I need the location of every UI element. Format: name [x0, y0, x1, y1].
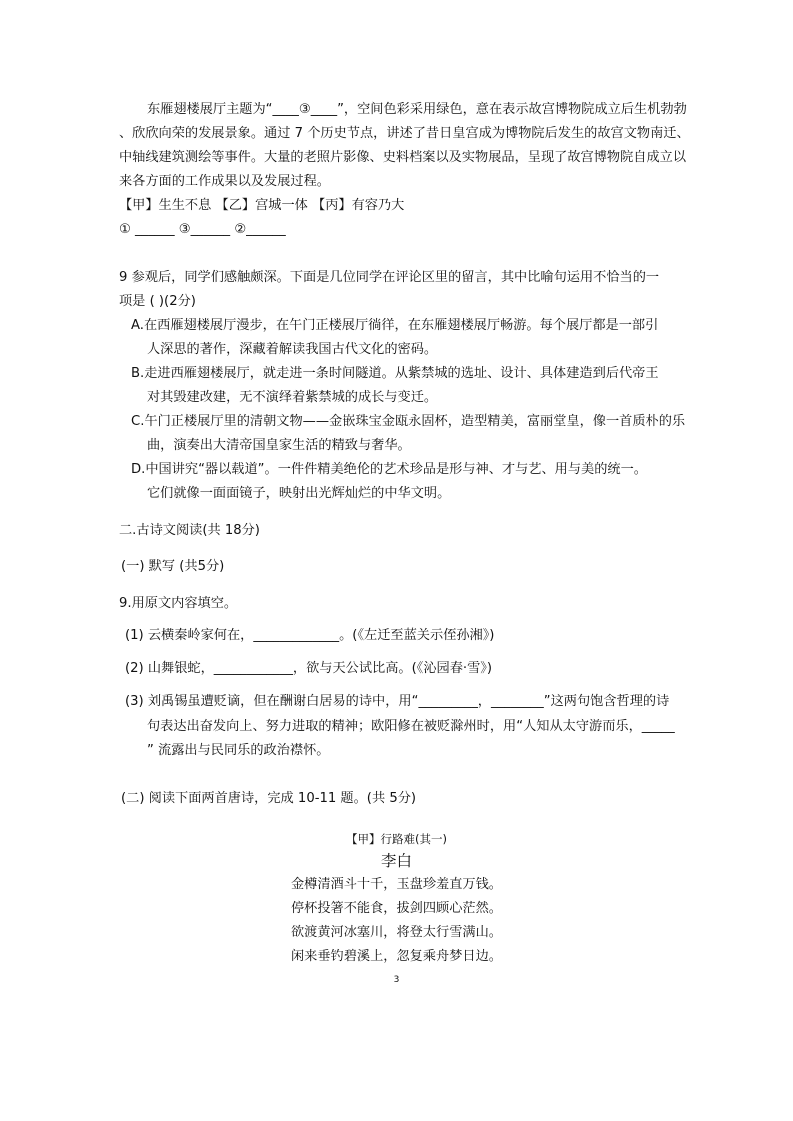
q9-stem-line-2: 项是 ( )(2分)	[119, 294, 196, 309]
passage-line-2: 、欣欣向荣的发展景象。通过 7 个历史节点，讲述了昔日皇宫成为博物院后发生的故宫文物南迁、	[119, 126, 690, 141]
part-2-heading: (二) 阅读下面两首唐诗，完成 10-11 题。(共 5分)	[121, 791, 417, 806]
fill-item-2: (2) 山舞银蛇，____________，欲与天公试比高。(《沁园春·雪》)	[125, 661, 493, 676]
q9-option-b-line-1: B.走进西雁翅楼展厅，就走进一条时间隧道。从紫禁城的选址、设计、具体建造到后代帝王	[131, 366, 659, 381]
fill-item-3-line-1: (3) 刘禹锡虽遭贬谪，但在酬谢白居易的诗中，用“_________，________”这两句饱含哲理的诗	[125, 694, 670, 709]
theme-answer-blanks: ① ______ ③______ ②______	[119, 222, 286, 237]
poem-title: 【甲】行路难(其一)	[346, 832, 447, 846]
passage-line-3: 中轴线建筑测绘等事件。大量的老照片影像、史料档案以及实物展品，呈现了故宫博物院自成立以	[119, 150, 687, 165]
fill-item-3-line-2: 句表达出奋发向上、努力进取的精神；欧阳修在被贬滁州时，用“人知从太守游而乐，_____	[147, 719, 675, 734]
q9-option-b-line-2: 对其毁建改建，无不演绎着紫禁城的成长与变迁。	[147, 390, 438, 405]
q9-option-c-line-1: C.午门正楼展厅里的清朝文物——金嵌珠宝金瓯永固杯，造型精美，富丽堂皇，像一首质朴的乐	[131, 414, 686, 429]
part-1-heading: (一) 默写 (共5分)	[121, 559, 225, 574]
poem-line-1: 金樽清酒斗十千，玉盘珍羞直万钱。	[291, 877, 502, 892]
q9-option-d-line-2: 它们就像一面面镜子，映射出光辉灿烂的中华文明。	[147, 486, 451, 501]
fill-item-3-line-3: ” 流露出与民同乐的政治襟怀。	[147, 743, 330, 758]
q9-option-c-line-2: 曲，演奏出大清帝国皇家生活的精致与奢华。	[147, 438, 411, 453]
q9-option-d-line-1: D.中国讲究“器以载道”。一件件精美绝伦的艺术珍品是形与神、才与艺、用与美的统一。	[131, 462, 647, 477]
q9-option-a-line-1: A.在西雁翅楼展厅漫步，在午门正楼展厅徜徉，在东雁翅楼展厅畅游。每个展厅都是一部引	[131, 318, 659, 333]
theme-options: 【甲】生生不息 【乙】宫城一体 【丙】有容乃大	[119, 198, 405, 213]
poem-line-3: 欲渡黄河冰塞川，将登太行雪满山。	[291, 925, 502, 940]
poem-line-2: 停杯投箸不能食，拔剑四顾心茫然。	[291, 901, 502, 916]
fill-question-heading: 9.用原文内容填空。	[119, 596, 238, 611]
poem-author: 李白	[380, 852, 412, 870]
q9-stem-line-1: 9 参观后，同学们感触颇深。下面是几位同学在评论区里的留言，其中比喻句运用不恰当的一	[119, 270, 660, 285]
passage-line-1: 东雁翅楼展厅主题为“____③____”，空间色彩采用绿色，意在表示故宫博物院成立后生机勃勃	[147, 102, 687, 117]
passage-line-4: 来各方面的工作成果以及发展过程。	[119, 174, 330, 189]
section-2-heading: 二.古诗文阅读(共 18分)	[119, 523, 260, 538]
page-number: 3	[393, 975, 400, 985]
q9-option-a-line-2: 人深思的著作，深藏着解读我国古代文化的密码。	[147, 342, 438, 357]
poem-line-4: 闲来垂钓碧溪上，忽复乘舟梦日边。	[291, 949, 502, 964]
fill-item-1: (1) 云横秦岭家何在，_____________。(《左迁至蓝关示侄孙湘》)	[125, 628, 495, 643]
